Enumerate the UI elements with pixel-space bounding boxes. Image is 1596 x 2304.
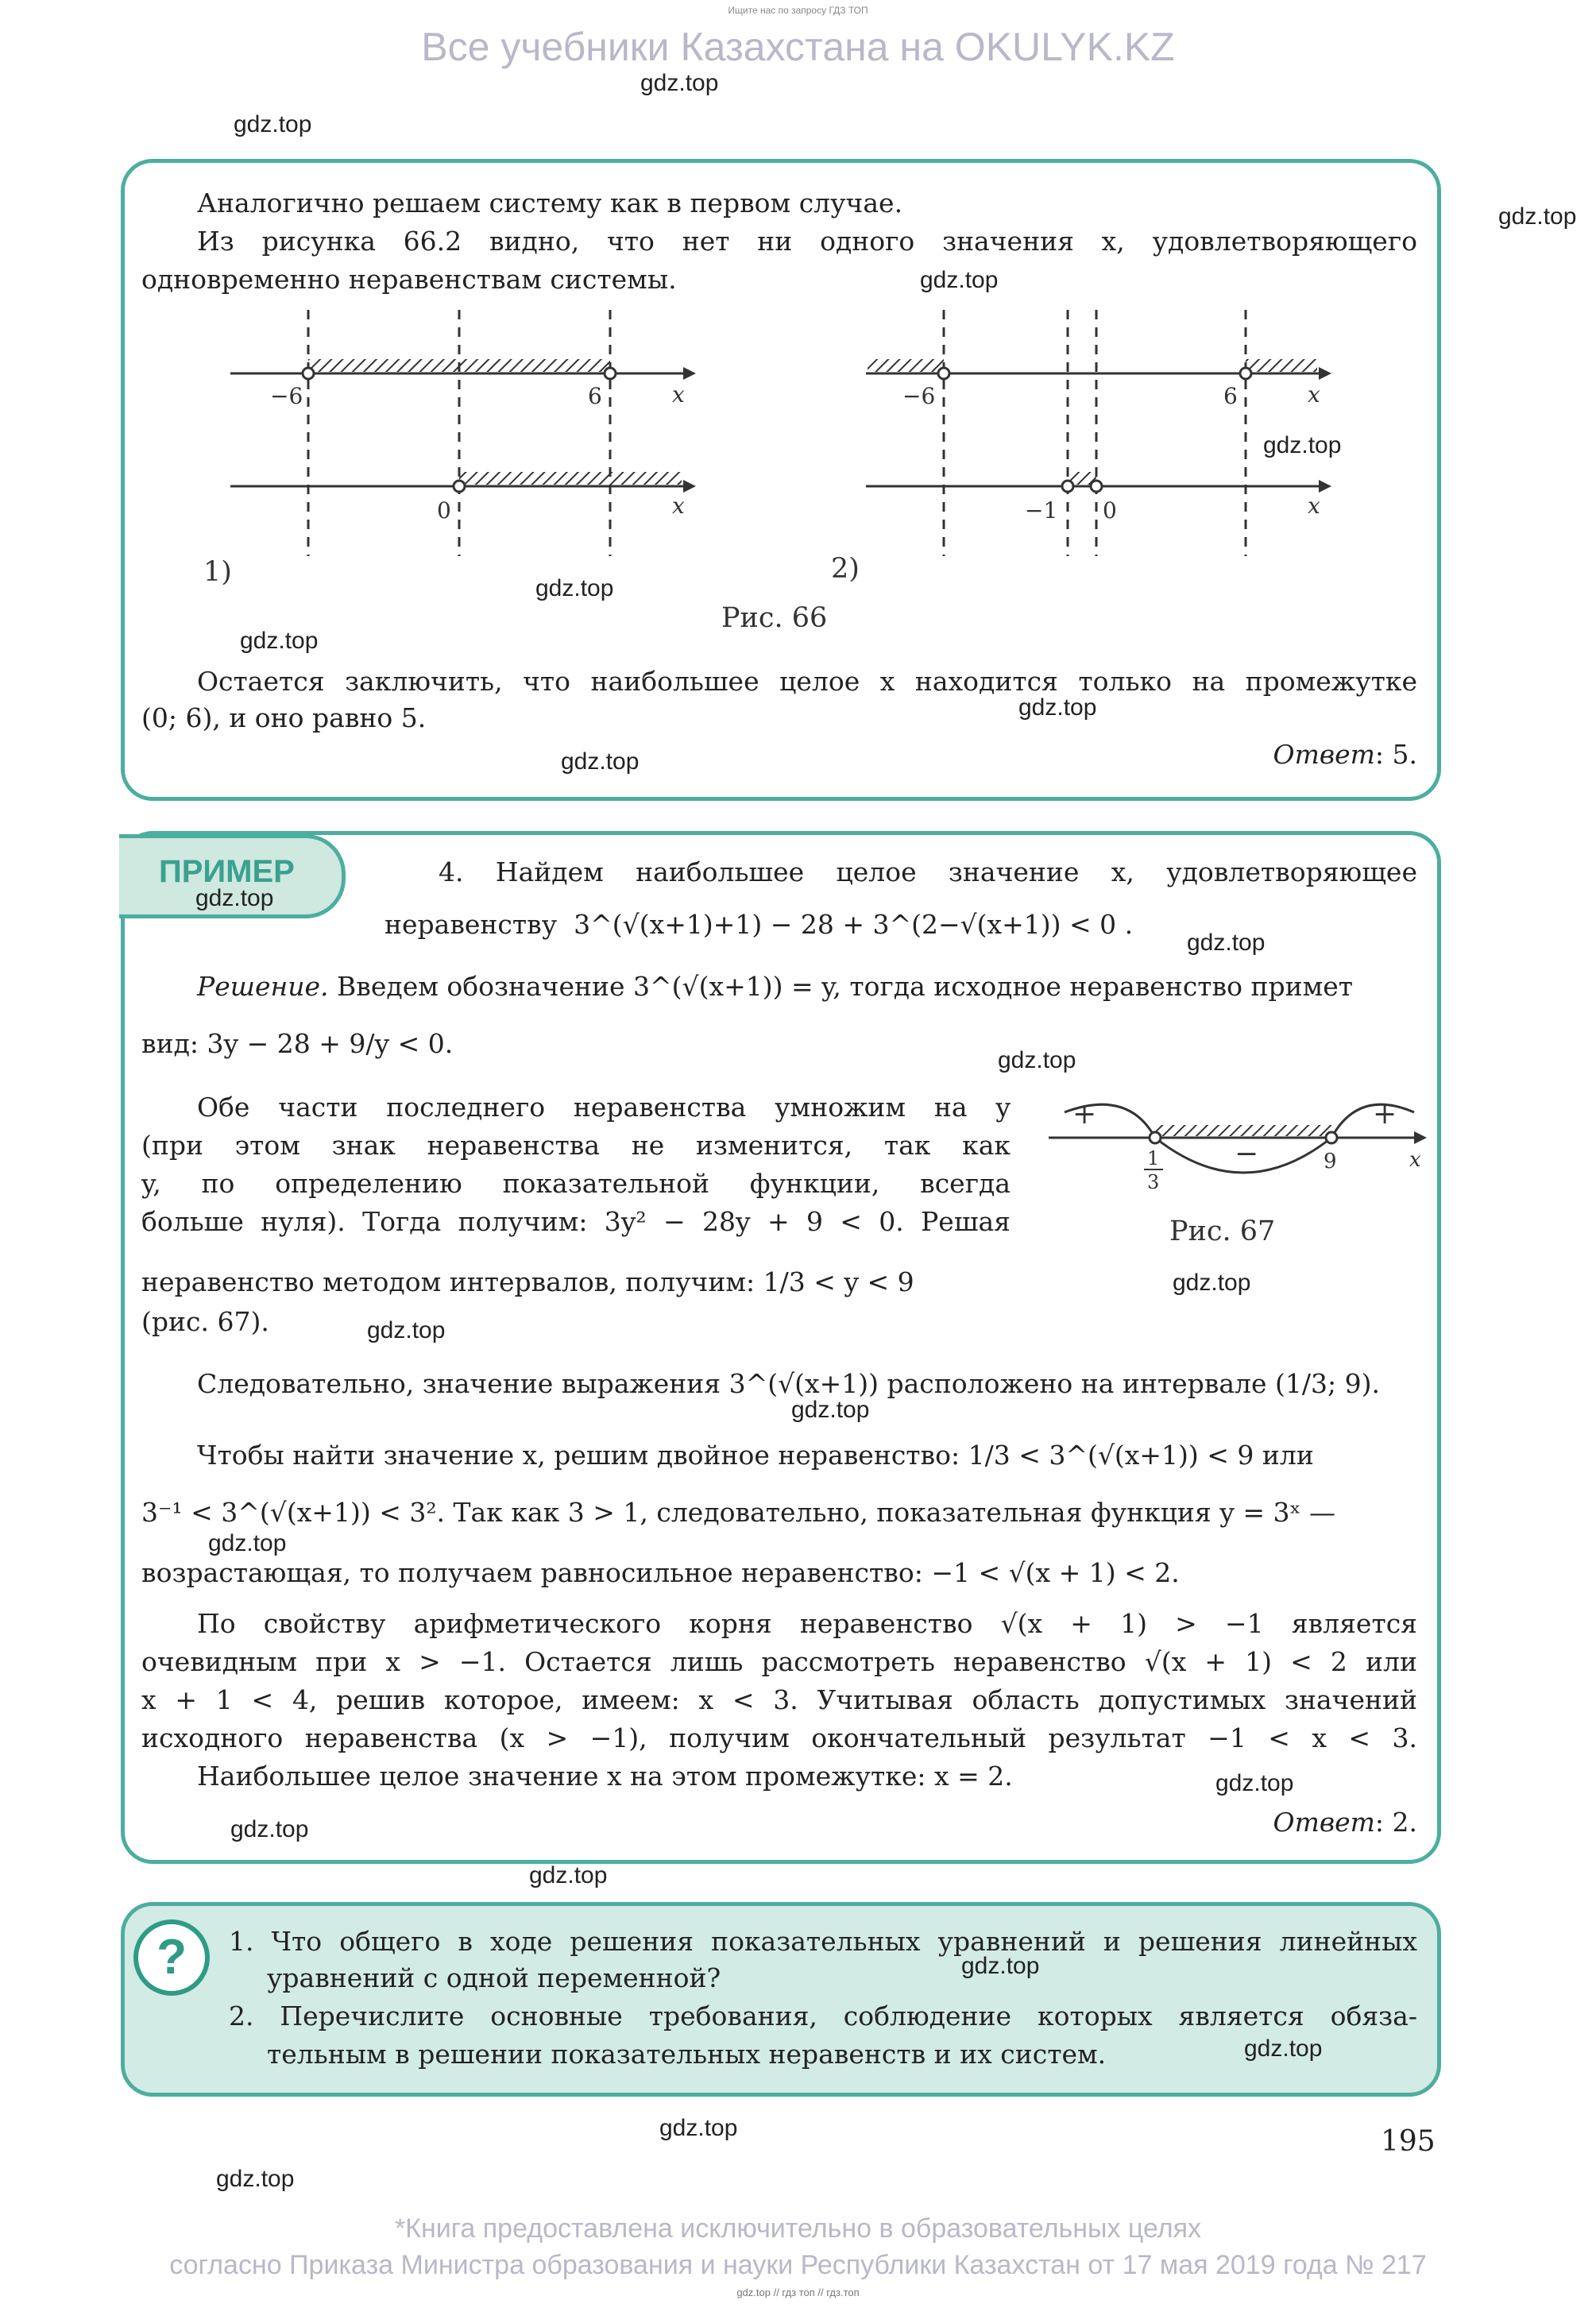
para1-line1: Обе части последнего неравенства умножим на y — [197, 1092, 1011, 1123]
point-0 — [454, 481, 465, 492]
tick-one-third-den: 3 — [1147, 1171, 1160, 1193]
point-minus6 — [303, 368, 314, 379]
point-6 — [605, 368, 616, 379]
box1-conclusion-line2: (0; 6), и оно равно 5. — [141, 702, 427, 733]
solution-line2: вид: 3y − 28 + 9/y < 0. — [141, 1028, 454, 1059]
watermark: gdz.top — [367, 1317, 446, 1343]
watermark: gdz.top — [230, 1816, 309, 1842]
axis-top-arrow — [683, 367, 696, 380]
para1-line3: y, по определению показательной функции, всегда — [141, 1168, 1011, 1199]
para3-line2: 3⁻¹ < 3^(√(x+1)) < 3². Так как 3 > 1, следовательно, показательная функция y = 3ˣ — — [141, 1497, 1335, 1528]
tick-minus6: −6 — [270, 383, 303, 409]
answer-value: : 2. — [1374, 1807, 1417, 1838]
box1-answer — [1112, 736, 1417, 773]
watermark: gdz.top — [208, 1530, 287, 1556]
point-0 — [1091, 481, 1102, 492]
box1-conclusion-line1: Остается заключить, что наибольшее целое x находится только на промежутке — [197, 666, 1417, 697]
para1-line2: (при этом знак неравенства не изменится, так как — [141, 1130, 1011, 1161]
axis-label-x-bottom: x — [1308, 493, 1320, 519]
answer-label: Ответ — [1273, 1807, 1375, 1838]
hatch-bottom — [459, 472, 682, 485]
watermark: gdz.top — [791, 1397, 870, 1423]
tick-6: 6 — [588, 383, 602, 409]
question-2-line2: тельным в решении показательных неравенств и их систем. — [267, 2039, 1107, 2070]
tick-0: 0 — [437, 497, 451, 524]
axis-label-x-bottom: x — [672, 493, 685, 519]
para1-line5: неравенство методом интервалов, получим: 1/3 < y < 9 — [141, 1266, 914, 1297]
sign-minus: − — [1235, 1138, 1259, 1170]
hatch-right — [1246, 359, 1317, 372]
point-minus1 — [1062, 481, 1073, 492]
box1-line1: Аналогично решаем систему как в первом случае. — [197, 187, 903, 218]
para5: Наибольшее целое значение x на этом промежутке: x = 2. — [197, 1761, 1013, 1792]
para1-line6: (рис. 67). — [141, 1306, 269, 1337]
para4-line3: x + 1 < 4, решив которое, имеем: x < 3. Учитывая область допустимых значений — [141, 1684, 1417, 1715]
watermark: gdz.top — [1215, 1770, 1294, 1796]
question-1-line2: уравнений с одной переменной? — [267, 1962, 721, 1993]
watermark: gdz.top — [1498, 203, 1577, 230]
axis-bottom-arrow — [1319, 480, 1331, 493]
watermark: gdz.top — [920, 267, 999, 293]
page-number: 195 — [1381, 2125, 1436, 2158]
point-minus6 — [938, 368, 949, 379]
task-line1: 4. Найдем наибольшее целое значение x, удовлетворяющее — [439, 856, 1417, 887]
tick-one-third-num: 1 — [1147, 1147, 1160, 1169]
watermark: gdz.top — [1018, 694, 1097, 721]
task-line2 — [385, 906, 1133, 943]
watermark: gdz.top — [561, 748, 640, 775]
para4-line1: По свойству арифметического корня неравенство √(x + 1) > −1 является — [197, 1608, 1417, 1639]
hatch-interval — [1155, 1125, 1331, 1136]
answer-label: Ответ — [1273, 739, 1375, 770]
watermark: gdz.top — [234, 111, 312, 137]
top-search-note: Ищите нас по запросу ГДЗ ТОП — [728, 5, 868, 16]
watermark: gdz.top — [535, 575, 614, 601]
figure-label-2: 2) — [831, 553, 860, 585]
watermark: gdz.top — [659, 2115, 738, 2141]
point-6 — [1240, 368, 1251, 379]
site-title[interactable]: Все учебники Казахстана на OKULYK.KZ — [421, 25, 1175, 69]
sign-plus-right: + — [1373, 1098, 1397, 1131]
question-2-line1: 2. Перечислите основные требования, соблюдение которых является обяза- — [229, 2001, 1417, 2031]
axis-arrow — [1414, 1131, 1427, 1144]
figure-67-caption: Рис. 67 — [1169, 1216, 1276, 1247]
point-one-third — [1150, 1132, 1161, 1143]
footer-line2: согласно Приказа Министра образования и науки Республики Казахстан от 17 мая 2019 года № 217 — [169, 2250, 1427, 2280]
footer-line1: *Книга предоставлена исключительно в образовательных целях — [394, 2213, 1202, 2244]
solution-label: Решение. — [197, 971, 329, 1002]
para3-line3: возрастающая, то получаем равносильное неравенство: −1 < √(x + 1) < 2. — [141, 1557, 1180, 1588]
question-1-line1: 1. Что общего в ходе решения показательных уравнений и решения линейных — [229, 1926, 1417, 1957]
solution-rest: Введем обозначение 3^(√(x+1)) = y, тогда исходное неравенство примет — [337, 971, 1354, 1002]
point-9 — [1326, 1132, 1337, 1143]
question-icon: ? — [133, 1919, 210, 1996]
solution-line1 — [197, 968, 1417, 1005]
watermark: gdz.top — [998, 1047, 1076, 1073]
tick-0: 0 — [1103, 497, 1117, 524]
watermark: gdz.top — [240, 628, 319, 654]
watermark: gdz.top — [961, 1953, 1040, 1979]
watermark: gdz.top — [195, 885, 274, 911]
hatch-top — [308, 359, 610, 372]
answer-value: : 5. — [1374, 739, 1417, 770]
box1-line2: Из рисунка 66.2 видно, что нет ни одного значения x, удовлетворяющего — [197, 226, 1417, 257]
figure-label-1: 1) — [203, 556, 232, 588]
watermark: gdz.top — [529, 1862, 608, 1888]
sign-plus-left: + — [1072, 1098, 1097, 1131]
tick-minus1: −1 — [1025, 497, 1058, 524]
para2: Следовательно, значение выражения 3^(√(x+1)) расположено на интервале (1/3; 9). — [197, 1368, 1380, 1399]
para4-line2: очевидным при x > −1. Остается лишь рассмотреть неравенство √(x + 1) < 2 или — [141, 1646, 1417, 1677]
tick-9: 9 — [1324, 1150, 1337, 1173]
axis-label-x: x — [1409, 1148, 1421, 1172]
task-prefix: неравенству — [385, 909, 558, 940]
para1-line4: больше нуля). Тогда получим: 3y² − 28y + 9 < 0. Решая — [141, 1206, 1011, 1237]
tick-minus6: −6 — [902, 383, 936, 409]
box1-line3: одновременно неравенствам системы. — [141, 264, 677, 295]
watermark: gdz.top — [640, 70, 719, 96]
axis-top-arrow — [1319, 367, 1331, 380]
tick-6: 6 — [1223, 383, 1238, 409]
figure-66-caption: Рис. 66 — [721, 602, 828, 634]
figure-67 — [1041, 1088, 1430, 1216]
watermark: gdz.top — [1187, 930, 1266, 956]
example-answer — [1112, 1803, 1417, 1841]
footer-line3: gdz.top // гдз топ // гдз.топ — [736, 2287, 860, 2298]
task-formula: 3^(√(x+1)+1) − 28 + 3^(2−√(x+1)) < 0 . — [574, 909, 1134, 940]
watermark: gdz.top — [1173, 1270, 1251, 1296]
axis-label-x-top: x — [672, 381, 685, 408]
para3-line1: Чтобы найти значение x, решим двойное неравенство: 1/3 < 3^(√(x+1)) < 9 или — [197, 1440, 1314, 1471]
figure-66-1 — [222, 310, 699, 564]
para4-line4: исходного неравенства (x > −1), получим окончательный результат −1 < x < 3. — [141, 1722, 1417, 1753]
axis-label-x-top: x — [1308, 381, 1320, 408]
watermark: gdz.top — [1244, 2035, 1323, 2062]
watermark: gdz.top — [216, 2166, 295, 2192]
axis-bottom-arrow — [683, 480, 696, 493]
watermark: gdz.top — [1263, 432, 1342, 458]
example-badge-label: ПРИМЕР — [159, 854, 295, 889]
hatch-left — [868, 359, 944, 372]
